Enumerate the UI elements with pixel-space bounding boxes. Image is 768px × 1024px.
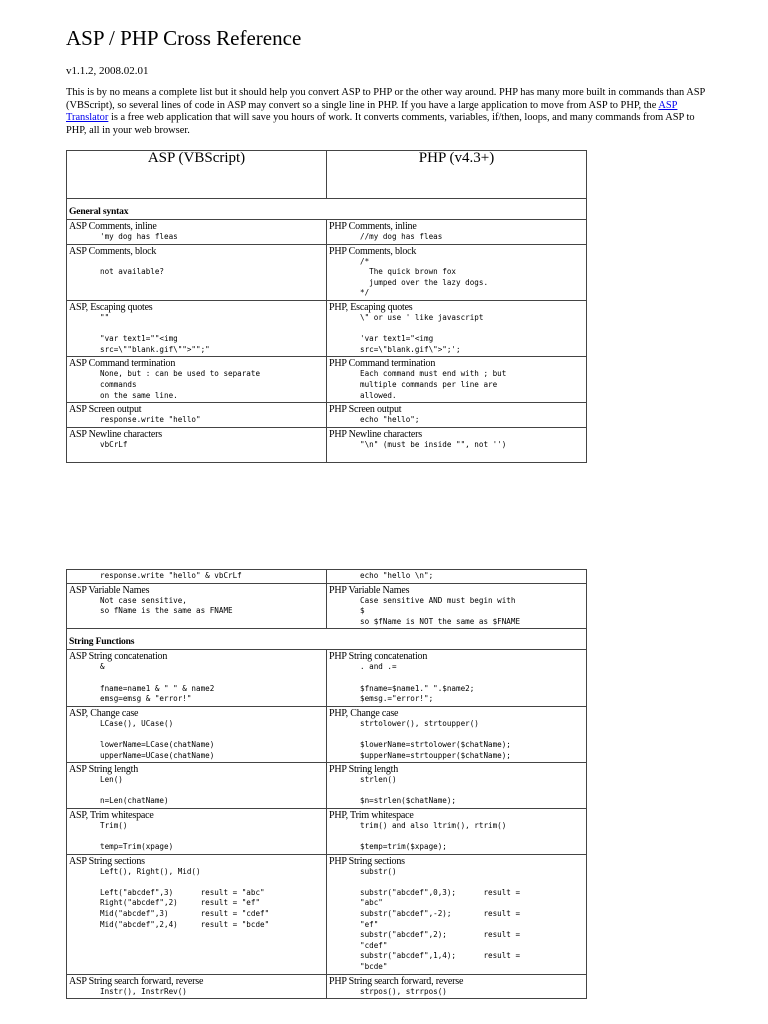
php-code: Each command must end with ; but multiple commands per line are allowed. — [360, 369, 507, 400]
asp-code: Not case sensitive, so fName is the same as FNAME — [100, 595, 233, 616]
asp-cell — [67, 763, 327, 809]
php-cell — [327, 570, 587, 584]
php-label: PHP, Trim whitespace — [329, 809, 414, 821]
asp-label: ASP Command termination — [69, 358, 176, 370]
php-label: PHP String length — [329, 764, 399, 776]
php-label: PHP Screen output — [329, 404, 402, 416]
section-heading-string-functions: String Functions — [67, 629, 587, 650]
php-label: PHP Comments, block — [329, 245, 417, 257]
asp-column-header: ASP (VBScript) — [67, 151, 327, 199]
table-row — [67, 974, 587, 999]
asp-code: Instr(), InstrRev() — [100, 986, 187, 996]
php-code: echo "hello \n"; — [360, 571, 434, 580]
asp-cell — [67, 808, 327, 854]
php-cell — [327, 220, 587, 245]
asp-code: vbCrLf — [100, 439, 128, 449]
php-code: Case sensitive AND must begin with $ so $fName is NOT the same as $FNAME — [360, 595, 521, 626]
php-cell — [327, 974, 587, 999]
asp-label: ASP String search forward, reverse — [69, 975, 204, 987]
section-row — [67, 629, 587, 650]
php-code: "\n" (must be inside "", not '') — [360, 439, 507, 449]
php-code: trim() and also ltrim(), rtrim() $temp=trim($xpage); — [360, 820, 507, 852]
php-code: \" or use ' like javascript 'var text1="<img src=\"blank.gif\">";'; — [360, 312, 484, 354]
table-row — [67, 300, 587, 356]
php-cell — [327, 300, 587, 356]
asp-label: ASP Comments, inline — [69, 221, 157, 232]
asp-cell — [67, 974, 327, 999]
table-row — [67, 808, 587, 854]
asp-label: ASP, Change case — [69, 707, 139, 719]
php-code: . and .= $fname=$name1." ".$name2; $emsg.="error!"; — [360, 662, 475, 704]
section-row — [67, 199, 587, 220]
table-row — [67, 854, 587, 974]
asp-code: not available? — [100, 267, 165, 277]
php-cell — [327, 854, 587, 974]
table-row — [67, 427, 587, 462]
table-header-row — [67, 151, 587, 199]
asp-code: & fname=name1 & " " & name2 emsg=emsg & "error!" — [100, 662, 215, 704]
cross-reference-table-strings — [66, 569, 587, 999]
table-row-continued — [67, 570, 587, 584]
asp-code: response.write "hello" — [100, 415, 201, 425]
asp-cell — [67, 706, 327, 762]
version-date: v1.1.2, 2008.02.01 — [66, 65, 149, 77]
table-row — [67, 583, 587, 629]
table-row — [67, 244, 587, 300]
asp-label: ASP Screen output — [69, 404, 142, 416]
page-title: ASP / PHP Cross Reference — [66, 26, 302, 50]
php-cell — [327, 583, 587, 629]
asp-label: ASP String length — [69, 764, 139, 776]
asp-cell — [67, 427, 327, 462]
php-label: PHP String concatenation — [329, 651, 428, 663]
php-label: PHP, Change case — [329, 707, 399, 719]
php-code: substr() substr("abcdef",0,3); result = "abc" substr("abcdef",-2); result = "ef" substr("abcdef",2); result = "cdef" substr("abcdef",1,4); result = "bcde" — [360, 866, 521, 972]
php-cell — [327, 403, 587, 428]
asp-code: "" "var text1=""<img src=\""blank.gif\"">"";" — [100, 312, 210, 354]
php-cell — [327, 357, 587, 403]
php-label: PHP String sections — [329, 855, 405, 867]
php-code: strtolower(), strtoupper() $lowerName=strtolower($chatName); $upperName=strtoupper($chatName); — [360, 718, 511, 760]
asp-translator-link[interactable]: ASP Translator — [66, 99, 678, 124]
asp-label: ASP Comments, block — [69, 245, 157, 257]
table-row — [67, 403, 587, 428]
intro-text-before-link: This is by no means a complete list but it should help you convert ASP to PHP or the other way around. PHP has many more built in commands than ASP (VBScript), so several lines of code in ASP may convert so a single line in PHP. If you have a large application to move from ASP to PHP, the — [66, 87, 705, 111]
php-label: PHP String search forward, reverse — [329, 975, 464, 987]
asp-label: ASP String concatenation — [69, 651, 168, 663]
table-row — [67, 650, 587, 706]
intro-paragraph — [66, 87, 706, 137]
asp-cell — [67, 300, 327, 356]
section-heading-general-syntax: General syntax — [67, 199, 587, 220]
php-label: PHP Variable Names — [329, 584, 410, 596]
asp-cell — [67, 583, 327, 629]
asp-code: response.write "hello" & vbCrLf — [100, 571, 242, 580]
php-cell — [327, 706, 587, 762]
asp-label: ASP Newline characters — [69, 428, 162, 440]
asp-cell — [67, 570, 327, 584]
asp-label: ASP String sections — [69, 855, 145, 867]
table-row — [67, 706, 587, 762]
intro-text-after-link: is a free web application that will save you hours of work. It converts comments, variables, if/then, loops, and many commands from ASP to PHP, all in your web browser. — [66, 112, 695, 136]
asp-code: None, but : can be used to separate commands on the same line. — [100, 369, 261, 400]
asp-label: ASP, Escaping quotes — [69, 301, 153, 313]
php-cell — [327, 763, 587, 809]
asp-code: LCase(), UCase() lowerName=LCase(chatName) upperName=UCase(chatName) — [100, 718, 215, 760]
asp-cell — [67, 357, 327, 403]
asp-label: ASP Variable Names — [69, 584, 150, 596]
asp-code: Trim() temp=Trim(xpage) — [100, 820, 174, 852]
php-cell — [327, 808, 587, 854]
php-label: PHP Comments, inline — [329, 221, 417, 232]
cross-reference-table-general — [66, 150, 587, 463]
php-cell — [327, 650, 587, 706]
table-row — [67, 357, 587, 403]
php-code: //my dog has fleas — [360, 232, 443, 241]
asp-label: ASP, Trim whitespace — [69, 809, 154, 821]
asp-cell — [67, 403, 327, 428]
php-label: PHP Command termination — [329, 358, 436, 370]
asp-code: 'my dog has fleas — [100, 232, 178, 241]
php-cell — [327, 244, 587, 300]
php-label: PHP Newline characters — [329, 428, 422, 440]
php-code: strlen() $n=strlen($chatName); — [360, 775, 457, 806]
asp-cell — [67, 854, 327, 974]
php-code: /* The quick brown fox jumped over the lazy dogs. */ — [360, 256, 489, 298]
php-label: PHP, Escaping quotes — [329, 301, 413, 313]
asp-cell — [67, 220, 327, 245]
asp-cell — [67, 650, 327, 706]
asp-cell — [67, 244, 327, 300]
table-row — [67, 763, 587, 809]
asp-code: Left(), Right(), Mid() Left("abcdef",3) result = "abc" Right("abcdef",2) result = "ef" Mid("abcdef",3) result = "cdef" Mid("abcdef",2,4) result = "bcde" — [100, 866, 270, 929]
php-code: strpos(), strrpos() — [360, 986, 447, 996]
php-cell — [327, 427, 587, 462]
php-column-header: PHP (v4.3+) — [327, 151, 587, 199]
table-row — [67, 220, 587, 245]
asp-code: Len() n=Len(chatName) — [100, 775, 169, 806]
php-code: echo "hello"; — [360, 415, 420, 425]
